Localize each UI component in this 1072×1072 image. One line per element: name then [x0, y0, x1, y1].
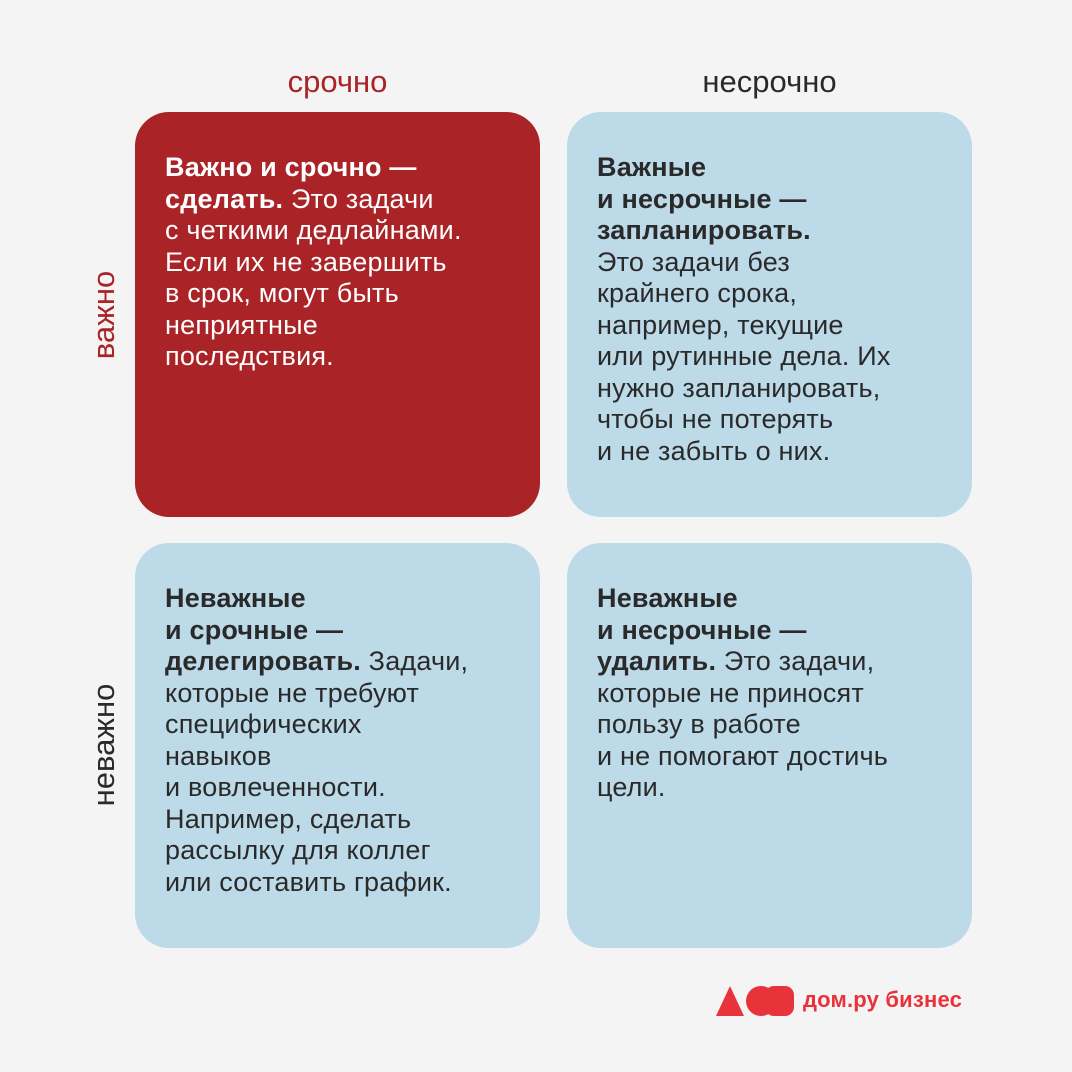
quadrant-line — [597, 646, 952, 678]
quadrant-line-text: Если их не завершить — [165, 246, 447, 277]
quadrant-line — [165, 804, 520, 836]
quadrant-line — [597, 278, 952, 310]
quadrant-line-bold: Неважные — [597, 583, 738, 613]
quadrant-line-text: специфических — [165, 709, 362, 739]
quadrant-line — [165, 184, 520, 216]
column-label-not-urgent: несрочно — [702, 64, 837, 99]
quadrant-line — [165, 341, 520, 373]
quadrant-line — [165, 278, 520, 310]
quadrant-line — [597, 373, 952, 405]
quadrant-line — [165, 678, 520, 710]
quadrant-important-urgent — [135, 112, 540, 517]
quadrant-line — [597, 583, 952, 615]
quadrant-line — [165, 709, 520, 741]
quadrant-line-text: неприятные — [165, 309, 318, 340]
quadrant-line-text: и вовлеченности. — [165, 772, 386, 802]
quadrant-line — [165, 615, 520, 647]
quadrant-line-text: в срок, могут быть — [165, 278, 399, 308]
quadrant-line-text: и не помогают достичь — [597, 740, 889, 771]
quadrant-line-text: рассылку для коллег — [165, 835, 431, 865]
quadrant-line-text: цели. — [597, 772, 666, 802]
quadrant-text — [165, 152, 520, 373]
quadrant-line — [165, 772, 520, 804]
quadrant-line — [597, 310, 952, 342]
quadrant-line-text: которые не требуют — [165, 677, 420, 708]
quadrant-line — [165, 310, 520, 342]
row-label-not-important: неважно — [86, 683, 121, 807]
quadrant-line — [165, 247, 520, 279]
quadrant-line-bold: удалить. — [597, 646, 717, 676]
logo-text: дом.ру бизнес — [803, 987, 963, 1012]
quadrant-line-text: крайнего срока, — [597, 278, 798, 308]
quadrant-unimportant-urgent — [135, 543, 540, 948]
quadrant-line-text: чтобы не потерять — [597, 404, 834, 434]
quadrant-line-text: Задачи, — [360, 646, 469, 676]
quadrant-line — [165, 741, 520, 773]
quadrant-important-not-urgent — [567, 112, 972, 517]
quadrant-line-text: нужно запланировать, — [597, 372, 881, 403]
quadrant-line — [597, 709, 952, 741]
quadrant-line-bold: Важные — [597, 152, 707, 182]
quadrant-line-text: или составить график. — [165, 866, 452, 897]
quadrant-line-text: например, текущие — [597, 309, 844, 340]
logo-mark-icon — [715, 983, 795, 1017]
quadrant-line-text: Например, сделать — [165, 803, 412, 834]
quadrant-line-text: Это задачи, — [716, 646, 875, 676]
quadrant-line-bold: сделать. — [165, 183, 284, 214]
quadrant-line — [597, 184, 952, 216]
quadrant-line — [597, 215, 952, 247]
quadrant-line — [165, 152, 520, 184]
quadrant-line — [597, 678, 952, 710]
quadrant-line-text: последствия. — [165, 341, 334, 371]
brand-logo — [715, 983, 962, 1017]
quadrant-line-text: Это задачи — [283, 183, 434, 214]
column-label-urgent: срочно — [287, 64, 388, 99]
quadrant-line-text: и не забыть о них. — [597, 435, 831, 466]
quadrant-line — [165, 867, 520, 899]
quadrant-line — [597, 152, 952, 184]
quadrant-line — [597, 247, 952, 279]
quadrant-line-text: с четкими дедлайнами. — [165, 215, 462, 245]
quadrant-line — [597, 404, 952, 436]
quadrant-line — [597, 772, 952, 804]
quadrant-line-text: навыков — [165, 740, 272, 771]
quadrant-line-text: пользу в работе — [597, 709, 801, 739]
quadrant-text — [165, 583, 520, 898]
quadrant-line — [165, 583, 520, 615]
quadrant-line — [597, 341, 952, 373]
quadrant-text — [597, 152, 952, 467]
quadrant-line-bold: Важно и срочно — — [165, 152, 417, 182]
quadrant-line — [165, 215, 520, 247]
quadrant-line — [165, 835, 520, 867]
quadrant-line-bold: делегировать. — [165, 646, 361, 676]
quadrant-line-bold: запланировать. — [597, 215, 811, 245]
quadrant-text — [597, 583, 952, 804]
quadrant-line — [597, 741, 952, 773]
quadrant-line-bold: и несрочные — — [597, 183, 807, 214]
row-label-important: важно — [86, 270, 121, 360]
quadrant-line-text: Это задачи без — [597, 246, 790, 277]
quadrant-line-bold: и срочные — — [165, 614, 344, 645]
quadrant-line — [597, 615, 952, 647]
quadrant-line — [165, 646, 520, 678]
quadrant-line — [597, 436, 952, 468]
quadrant-line-text: которые не приносят — [597, 677, 864, 708]
quadrant-line-text: или рутинные дела. Их — [597, 341, 891, 371]
quadrant-unimportant-not-urgent — [567, 543, 972, 948]
quadrant-line-bold: и несрочные — — [597, 614, 807, 645]
quadrant-line-bold: Неважные — [165, 583, 306, 613]
